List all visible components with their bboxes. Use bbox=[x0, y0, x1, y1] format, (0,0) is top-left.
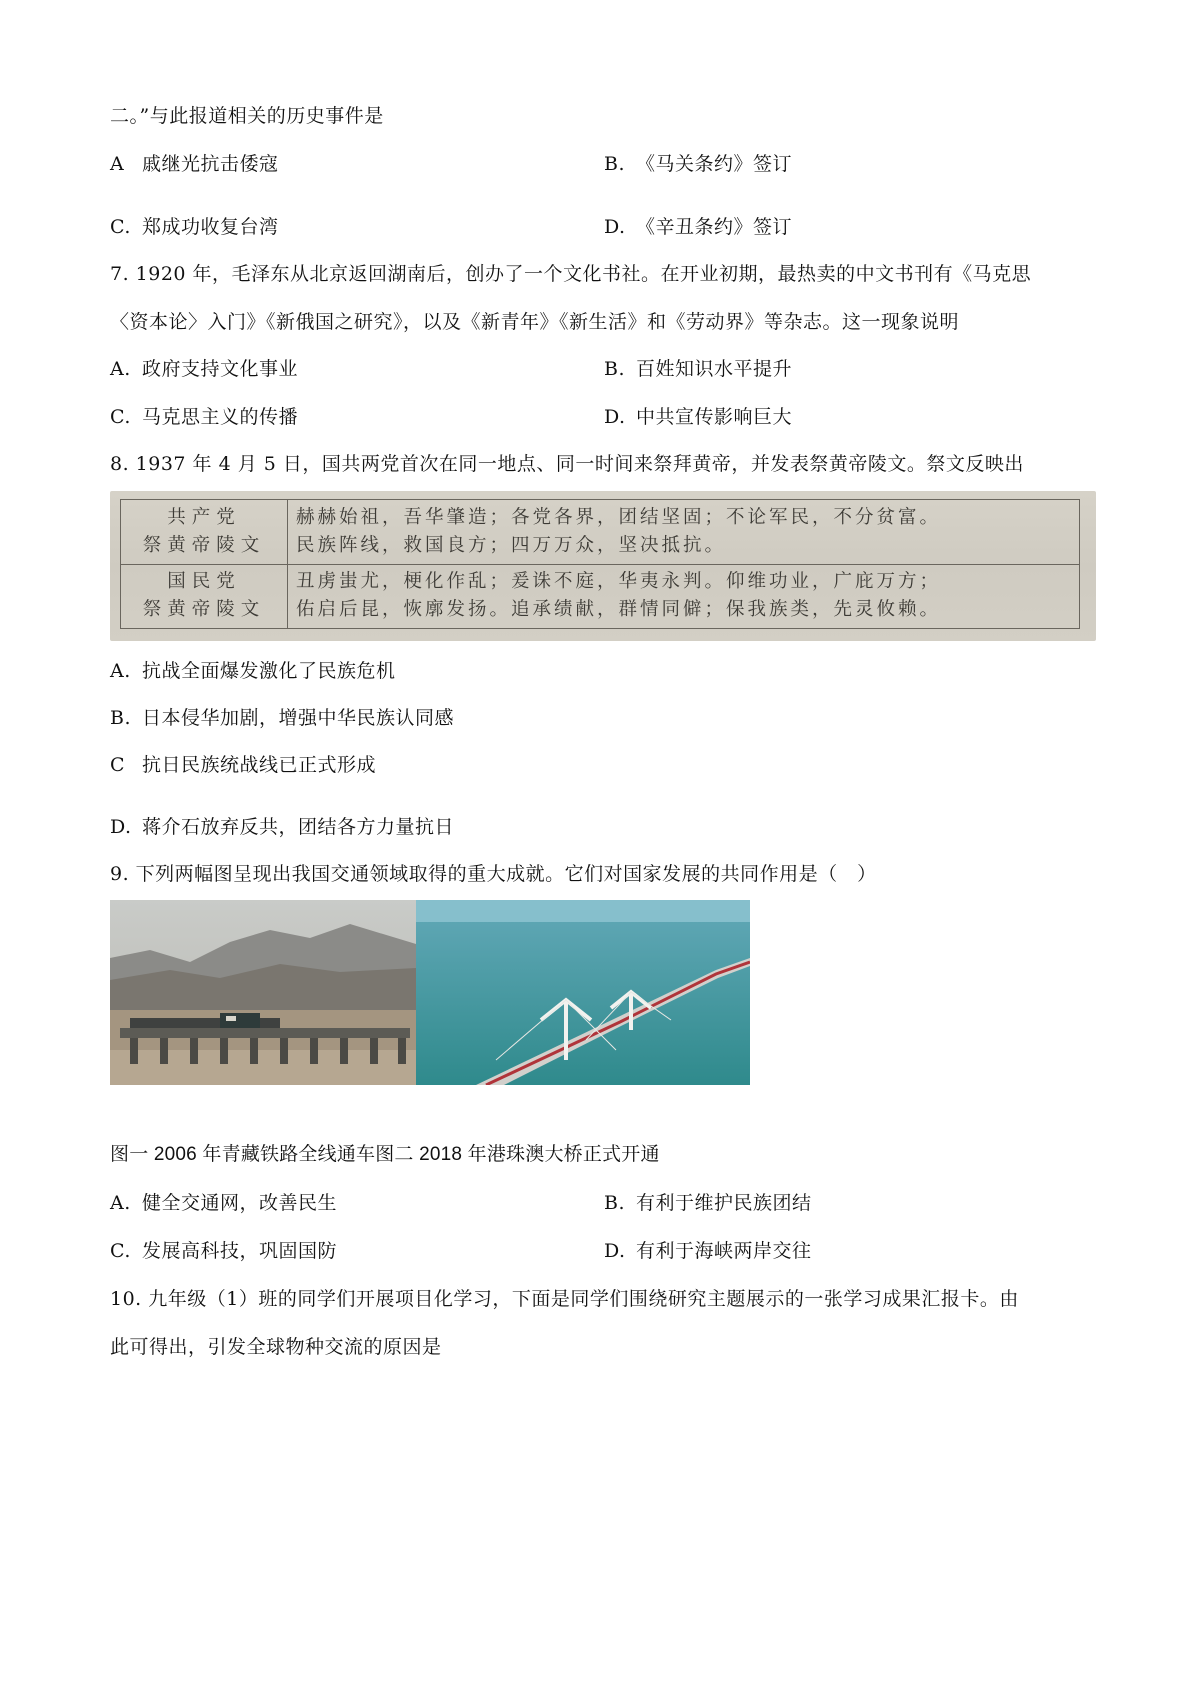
q6-stem-tail: 二。”与此报道相关的历史事件是 bbox=[110, 105, 384, 127]
q8-stem: 8. 1937 年 4 月 5 日，国共两党首次在同一地点、同一时间来祭拜黄帝，并发表祭黄帝陵文。祭文反映出 bbox=[110, 453, 1024, 475]
q7-stem-line1: 7. 1920 年，毛泽东从北京返回湖南后，创办了一个文化书社。在开业初期，最热卖的中文书刊有《马克思 bbox=[110, 263, 1032, 285]
option-text: 百姓知识水平提升 bbox=[636, 358, 793, 380]
table-body-cell bbox=[288, 500, 1080, 565]
option-letter: D. bbox=[604, 1240, 626, 1262]
option-text: 有利于海峡两岸交往 bbox=[636, 1240, 812, 1262]
option-text: 《马关条约》签订 bbox=[636, 153, 793, 175]
option-text: 健全交通网，改善民生 bbox=[142, 1192, 338, 1214]
option-text: 发展高科技，巩固国防 bbox=[142, 1240, 338, 1262]
qinghai-tibet-railway-photo bbox=[110, 900, 416, 1085]
q6-option-d bbox=[604, 215, 792, 239]
option-letter: A. bbox=[110, 660, 131, 682]
option-text: 马克思主义的传播 bbox=[142, 406, 299, 428]
option-letter: B. bbox=[110, 707, 132, 729]
q6-option-a bbox=[110, 152, 279, 176]
table-head-cell bbox=[121, 564, 288, 629]
option-letter: B. bbox=[604, 358, 626, 380]
option-letter: D. bbox=[110, 816, 132, 838]
head-line: 祭黄帝陵文 bbox=[142, 534, 266, 556]
q8-option-c bbox=[110, 753, 376, 777]
q7-option-b bbox=[604, 357, 792, 381]
q8-option-a bbox=[110, 659, 396, 683]
q10-stem-line1: 10. 九年级（1）班的同学们开展项目化学习，下面是同学们围绕研究主题展示的一张学习成果汇报卡。由 bbox=[110, 1288, 1019, 1310]
head-line: 国民党 bbox=[167, 571, 241, 593]
option-letter: D. bbox=[604, 216, 626, 238]
q9-option-b bbox=[604, 1191, 812, 1215]
body-line: 赫赫始祖，吾华肇造；各党各界，团结坚固；不论军民，不分贫富。 bbox=[296, 506, 942, 528]
q9-option-d bbox=[604, 1239, 812, 1263]
body-line: 民族阵线，救国良方；四万万众，坚决抵抗。 bbox=[296, 534, 727, 556]
option-letter: C. bbox=[110, 406, 131, 428]
table-row bbox=[121, 500, 1080, 565]
option-letter: C bbox=[110, 754, 126, 776]
option-letter: D. bbox=[604, 406, 626, 428]
table-body-cell bbox=[288, 564, 1080, 629]
option-text: 郑成功收复台湾 bbox=[142, 216, 279, 238]
option-text: 日本侵华加剧，增强中华民族认同感 bbox=[142, 707, 455, 729]
table-head-cell bbox=[121, 500, 288, 565]
q9-option-a bbox=[110, 1191, 337, 1215]
option-text: 蒋介石放弃反共，团结各方力量抗日 bbox=[142, 816, 455, 838]
q7-option-a bbox=[110, 357, 298, 381]
q9-option-c bbox=[110, 1239, 337, 1263]
q7-stem-line2: 〈资本论〉入门》《新俄国之研究》，以及《新青年》《新生活》和《劳动界》等杂志。这一现象说明 bbox=[110, 311, 960, 333]
q6-option-c bbox=[110, 215, 279, 239]
q10-stem-line2: 此可得出，引发全球物种交流的原因是 bbox=[110, 1336, 442, 1358]
head-line: 共产党 bbox=[167, 506, 241, 528]
option-text: 中共宣传影响巨大 bbox=[636, 406, 793, 428]
q8-option-d bbox=[110, 815, 454, 839]
q9-stem: 9. 下列两幅图呈现出我国交通领域取得的重大成就。它们对国家发展的共同作用是（ ） bbox=[110, 863, 877, 885]
option-letter: A. bbox=[110, 358, 131, 380]
q8-option-b bbox=[110, 706, 454, 730]
option-text: 有利于维护民族团结 bbox=[636, 1192, 812, 1214]
eulogy-table bbox=[120, 499, 1080, 629]
option-text: 抗日民族统战线已正式形成 bbox=[142, 754, 377, 776]
option-letter: B. bbox=[604, 153, 626, 175]
option-text: 戚继光抗击倭寇 bbox=[142, 153, 279, 175]
option-text: 《辛丑条约》签订 bbox=[636, 216, 793, 238]
option-letter: C. bbox=[110, 216, 131, 238]
q7-option-d bbox=[604, 405, 792, 429]
hong-kong-zhuhai-macao-bridge-photo bbox=[416, 900, 750, 1085]
option-letter: C. bbox=[110, 1240, 131, 1262]
body-line: 佑启后昆，恢廓发扬。追承绩献，群情同僻；保我族类，先灵攸赖。 bbox=[296, 599, 942, 621]
body-line: 丑虏蚩尤，梗化作乱；爰诛不庭，华夷永判。仰维功业，广庇万方； bbox=[296, 571, 942, 593]
option-letter: B. bbox=[604, 1192, 626, 1214]
q8-eulogy-table-image bbox=[110, 491, 1096, 641]
head-line: 祭黄帝陵文 bbox=[142, 599, 266, 621]
q7-option-c bbox=[110, 405, 298, 429]
q6-option-b bbox=[604, 152, 792, 176]
option-letter: A. bbox=[110, 1192, 131, 1214]
q9-image-caption: 图一 2006 年青藏铁路全线通车图二 2018 年港珠澳大桥正式开通 bbox=[110, 1144, 660, 1165]
option-letter: A bbox=[110, 153, 125, 175]
option-text: 抗战全面爆发激化了民族危机 bbox=[142, 660, 396, 682]
option-text: 政府支持文化事业 bbox=[142, 358, 299, 380]
table-row bbox=[121, 564, 1080, 629]
